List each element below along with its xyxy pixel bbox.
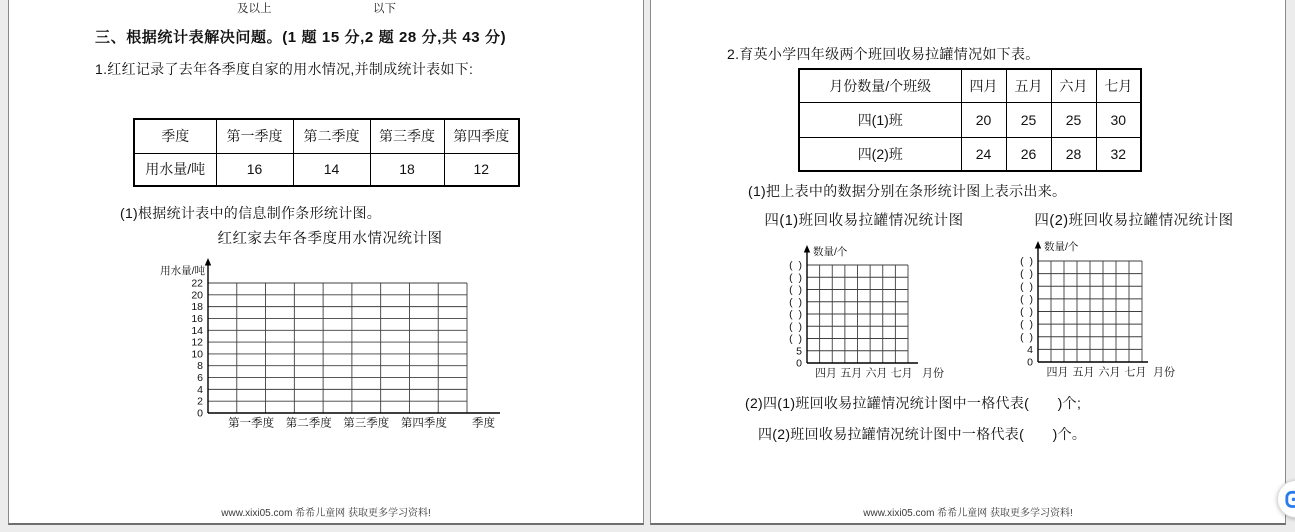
table-cell: 12: [444, 153, 519, 186]
x-category-label: 七月: [890, 367, 913, 380]
section-heading: 三、根据统计表解决问题。(1 题 15 分,2 题 28 分,共 43 分): [95, 29, 507, 46]
y-tick-label: 12: [191, 336, 203, 349]
table-cell: 六月: [1051, 69, 1096, 102]
x-category-label: 第一季度: [228, 417, 275, 430]
x-category-label: 四月: [1046, 366, 1069, 379]
y-tick-label: 14: [191, 324, 203, 337]
table-cell: 14: [293, 153, 370, 186]
previous-table-fragment-right: 以下: [373, 3, 396, 15]
table-cell: 25: [1051, 102, 1096, 137]
table-row: [134, 153, 519, 186]
question2-sub2-line1: (2)四(1)班回收易拉罐情况统计图中一格代表( )个;: [745, 395, 1082, 411]
table-cell: 18: [370, 153, 444, 186]
table-cell: 30: [1096, 102, 1141, 137]
y-tick-label: ( ): [1020, 293, 1033, 306]
x-category-label: 六月: [1098, 366, 1121, 379]
x-axis-label: 月份: [1153, 366, 1175, 379]
chart-title: 四(1)班回收易拉罐情况统计图: [764, 213, 964, 229]
y-axis-arrow-icon: [804, 245, 810, 253]
table-cell: 五月: [1006, 69, 1051, 102]
can-recycling-table: [798, 68, 1142, 172]
y-tick-label: ( ): [789, 296, 802, 309]
water-usage-table: [133, 118, 520, 187]
x-category-label: 四月: [814, 367, 837, 380]
y-tick-label: 4: [1027, 343, 1033, 356]
y-tick-label: ( ): [789, 259, 802, 272]
table-cell: 用水量/吨: [134, 153, 216, 186]
page-footer: www.xixi05.com 希希儿童网 获取更多学习资料!: [221, 508, 431, 519]
y-tick-label: ( ): [789, 320, 802, 333]
table-cell: 32: [1096, 137, 1141, 171]
question2-text: 2.育英小学四年级两个班回收易拉罐情况如下表。: [727, 46, 1040, 62]
y-tick-label: ( ): [1020, 318, 1033, 331]
robot-chat-icon: [1281, 484, 1295, 514]
x-category-label: 第三季度: [343, 417, 390, 430]
table-row: [799, 102, 1141, 137]
table-cell: 四(2)班: [799, 137, 961, 171]
class1-empty-bar-chart: [760, 242, 965, 394]
y-tick-label: 0: [1027, 356, 1033, 369]
y-axis-label: 用水量/吨: [160, 265, 205, 277]
y-tick-label: ( ): [789, 308, 802, 321]
y-tick-label: 8: [197, 360, 203, 373]
question2-sub2-line2: 四(2)班回收易拉罐情况统计图中一格代表( )个。: [758, 426, 1087, 442]
y-tick-label: ( ): [1020, 255, 1033, 268]
class2-empty-bar-chart: [990, 238, 1200, 394]
question2-sub1-text: (1)把上表中的数据分别在条形统计图上表示出来。: [748, 183, 1067, 199]
y-axis-arrow-icon: [1035, 241, 1041, 249]
y-tick-label: 18: [191, 301, 203, 314]
question1-text: 1.红红记录了去年各季度自家的用水情况,并制成统计表如下:: [95, 61, 474, 77]
x-category-label: 六月: [865, 367, 888, 380]
x-category-label: 五月: [1072, 366, 1095, 379]
y-tick-label: ( ): [1020, 306, 1033, 318]
x-category-label: 第四季度: [400, 417, 447, 430]
y-tick-label: 4: [197, 383, 203, 396]
y-tick-label: 16: [191, 312, 203, 325]
y-tick-label: 6: [197, 372, 203, 385]
x-axis-label: 季度: [472, 417, 495, 430]
y-tick-label: 0: [796, 357, 802, 370]
table-cell: 28: [1051, 137, 1096, 171]
page-footer: www.xixi05.com 希希儿童网 获取更多学习资料!: [863, 508, 1073, 519]
table-cell: 第四季度: [444, 119, 519, 153]
table-cell: 第三季度: [370, 119, 444, 153]
question1-sub1-text: (1)根据统计表中的信息制作条形统计图。: [120, 205, 382, 221]
table-cell: 16: [216, 153, 293, 186]
chart-title: 红红家去年各季度用水情况统计图: [217, 231, 443, 247]
y-tick-label: 10: [191, 348, 203, 361]
water-usage-empty-bar-chart: [150, 246, 510, 438]
y-tick-label: 22: [191, 277, 203, 290]
table-cell: 25: [1006, 102, 1051, 137]
table-cell: 26: [1006, 137, 1051, 171]
table-cell: 七月: [1096, 69, 1141, 102]
y-tick-label: 2: [197, 395, 203, 408]
table-cell: 第一季度: [216, 119, 293, 153]
x-category-label: 第二季度: [285, 417, 332, 430]
x-category-label: 七月: [1124, 366, 1147, 379]
y-tick-label: ( ): [1020, 268, 1033, 281]
table-header-row: [134, 119, 519, 153]
y-tick-label: ( ): [789, 271, 802, 284]
y-tick-label: ( ): [1020, 280, 1033, 293]
chart-title: 四(2)班回收易拉罐情况统计图: [1034, 213, 1234, 229]
y-axis-label: 数量/个: [1044, 241, 1079, 253]
table-cell: 季度: [134, 119, 216, 153]
x-category-label: 五月: [840, 367, 863, 380]
table-cell: 20: [961, 102, 1006, 137]
y-tick-label: 20: [191, 289, 203, 302]
y-tick-label: 5: [796, 345, 802, 358]
table-header-row: [799, 69, 1141, 102]
y-axis-label: 数量/个: [813, 246, 848, 258]
table-cell: 24: [961, 137, 1006, 171]
y-tick-label: ( ): [789, 284, 802, 296]
table-cell: 四月: [961, 69, 1006, 102]
y-tick-label: ( ): [789, 333, 802, 345]
table-cell: 月份数量/个班级: [799, 69, 961, 102]
x-axis-label: 月份: [922, 367, 944, 380]
previous-table-fragment-left: 及以上: [237, 3, 272, 15]
table-row: [799, 137, 1141, 171]
y-axis-arrow-icon: [205, 258, 211, 266]
y-tick-label: 0: [197, 407, 203, 420]
table-cell: 四(1)班: [799, 102, 961, 137]
y-tick-label: ( ): [1020, 331, 1033, 344]
table-cell: 第二季度: [293, 119, 370, 153]
